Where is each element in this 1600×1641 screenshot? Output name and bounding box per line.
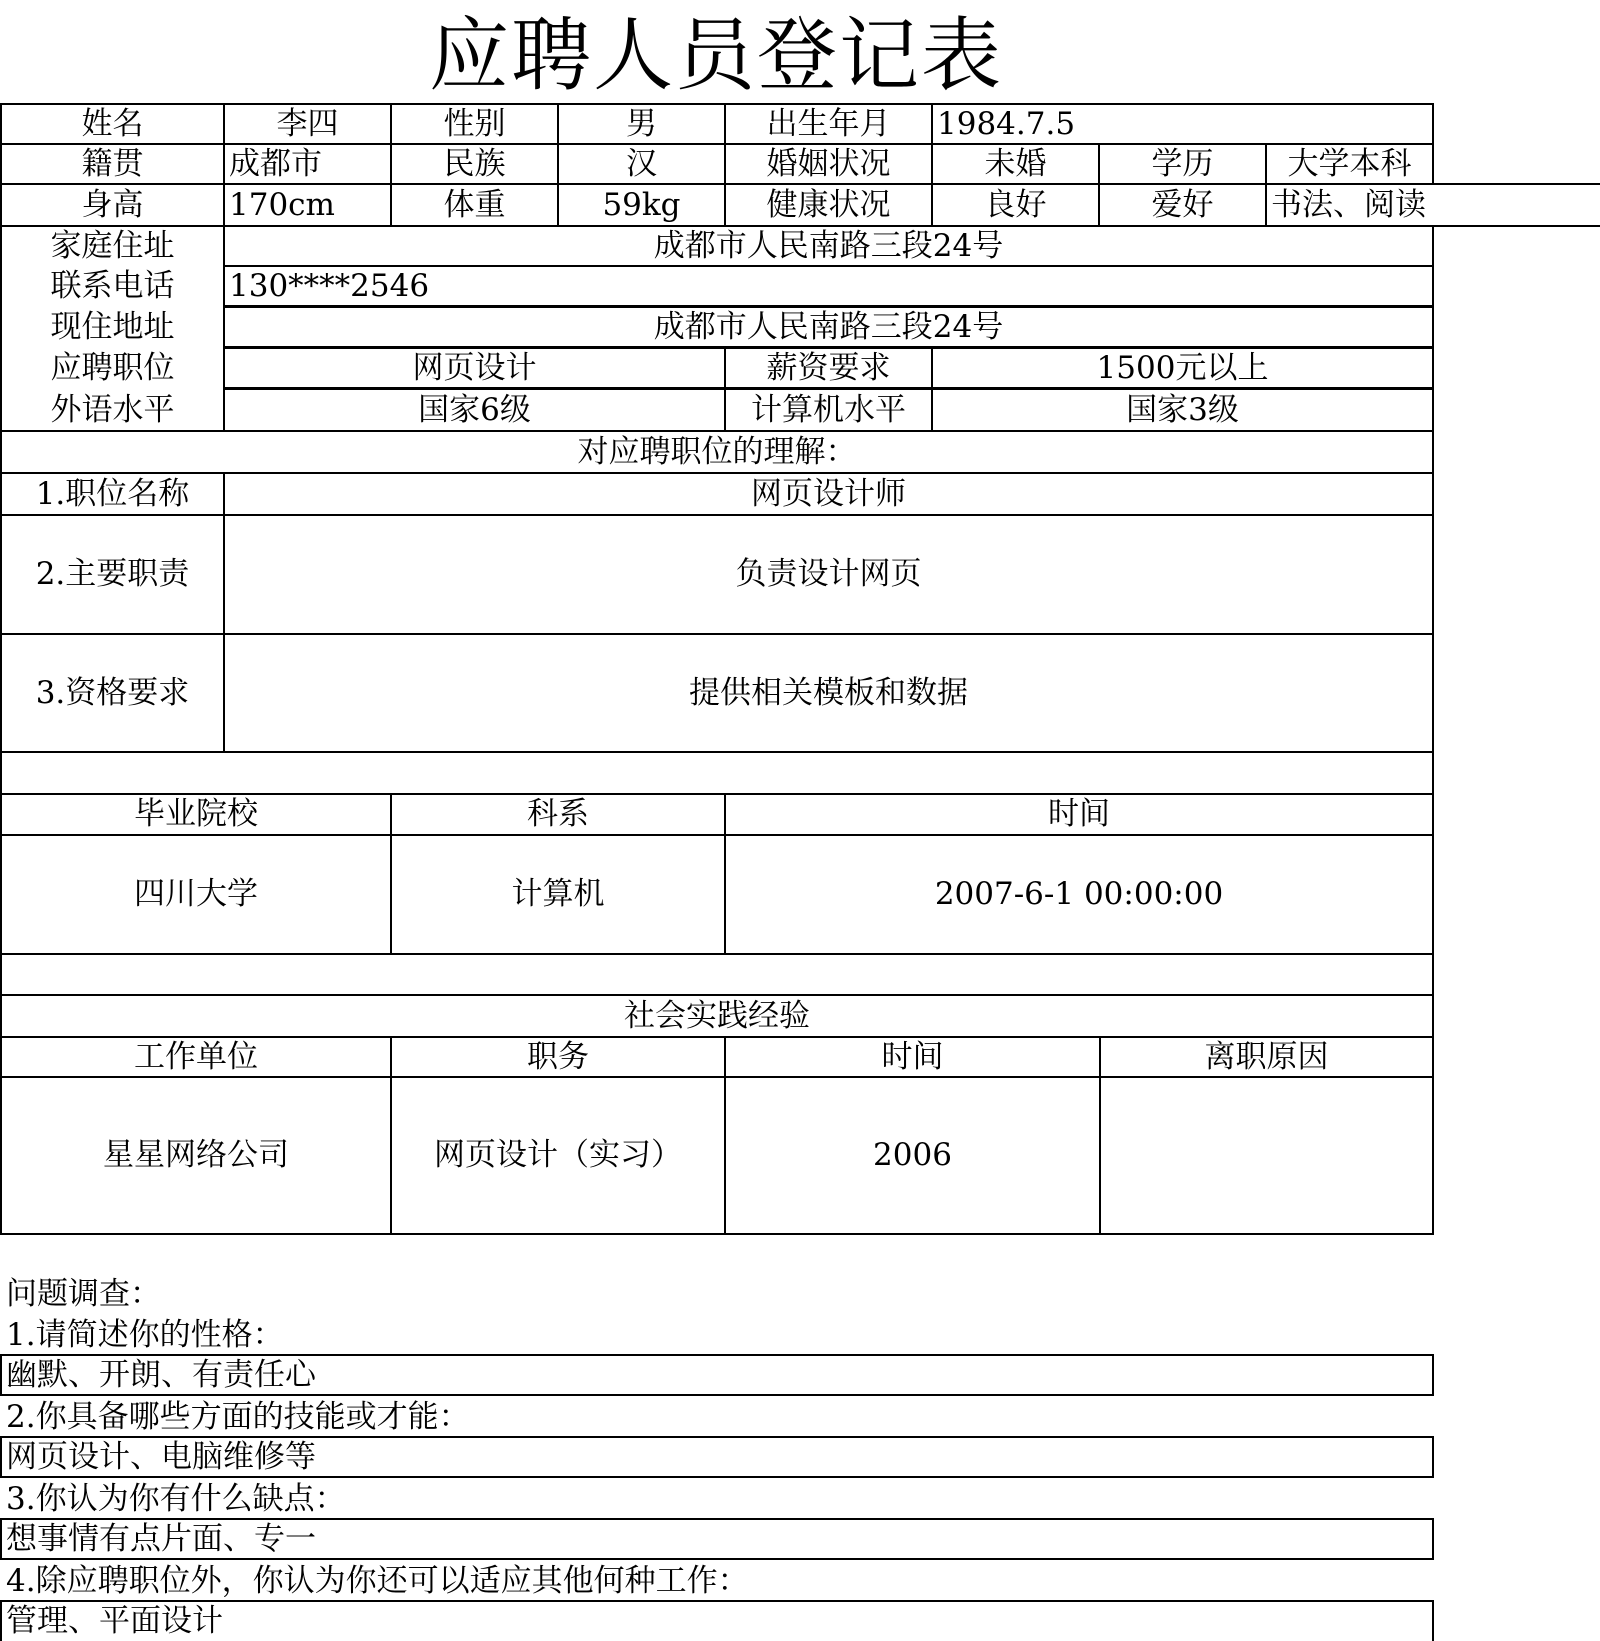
- position-value[interactable]: 网页设计: [223, 347, 726, 389]
- job-name-value[interactable]: 网页设计师: [223, 472, 1434, 516]
- health-value[interactable]: 良好: [931, 183, 1100, 227]
- gender-value[interactable]: 男: [557, 103, 726, 145]
- duty-label: 2.主要职责: [0, 514, 225, 635]
- leave-reason-label: 离职原因: [1099, 1036, 1434, 1078]
- blank-row: [0, 751, 1434, 795]
- requirement-label: 3.资格要求: [0, 633, 225, 753]
- survey-heading: 问题调查：: [6, 1276, 161, 1312]
- school-label: 毕业院校: [0, 793, 392, 836]
- edu-label: 学历: [1098, 143, 1267, 185]
- school-value[interactable]: 四川大学: [0, 834, 392, 955]
- name-label: 姓名: [0, 103, 225, 145]
- answer-2[interactable]: 网页设计、电脑维修等: [0, 1436, 1434, 1478]
- form-title: 应聘人员登记表: [429, 9, 1003, 102]
- phone-value[interactable]: 130****2546: [223, 265, 1434, 307]
- computer-value[interactable]: 国家3级: [931, 388, 1434, 432]
- duty-value[interactable]: 负责设计网页: [223, 514, 1434, 635]
- hobby-label: 爱好: [1098, 183, 1267, 227]
- company-value[interactable]: 星星网络公司: [0, 1076, 392, 1235]
- gender-label: 性别: [390, 103, 559, 145]
- experience-time-value[interactable]: 2006: [724, 1076, 1101, 1235]
- language-value[interactable]: 国家6级: [223, 388, 726, 432]
- requirement-value[interactable]: 提供相关模板和数据: [223, 633, 1434, 753]
- native-label: 籍贯: [0, 143, 225, 185]
- answer-1[interactable]: 幽默、开朗、有责任心: [0, 1354, 1434, 1396]
- salary-label: 薪资要求: [724, 347, 933, 389]
- weight-value[interactable]: 59kg: [557, 183, 726, 227]
- answer-3[interactable]: 想事情有点片面、专一: [0, 1518, 1434, 1560]
- role-value[interactable]: 网页设计（实习）: [390, 1076, 726, 1235]
- ethnic-label: 民族: [390, 143, 559, 185]
- blank-row: [0, 953, 1434, 996]
- job-name-label: 1.职位名称: [0, 472, 225, 516]
- salary-value[interactable]: 1500元以上: [931, 347, 1434, 389]
- department-value[interactable]: 计算机: [390, 834, 726, 955]
- birth-value[interactable]: 1984.7.5: [931, 103, 1434, 145]
- health-label: 健康状况: [724, 183, 933, 227]
- height-value[interactable]: 170cm: [223, 183, 392, 227]
- name-value[interactable]: 李四: [223, 103, 392, 145]
- company-label: 工作单位: [0, 1036, 392, 1078]
- experience-time-label: 时间: [724, 1036, 1101, 1078]
- current-address-label: 现住地址: [50, 308, 175, 345]
- experience-heading: 社会实践经验: [0, 994, 1434, 1038]
- answer-4[interactable]: 管理、平面设计: [0, 1600, 1434, 1641]
- computer-label: 计算机水平: [724, 388, 933, 432]
- education-time-label: 时间: [724, 793, 1434, 836]
- marital-label: 婚姻状况: [724, 143, 933, 185]
- edu-value[interactable]: 大学本科: [1265, 143, 1434, 185]
- role-label: 职务: [390, 1036, 726, 1078]
- education-time-value[interactable]: 2007-6-1 00:00:00: [724, 834, 1434, 955]
- question-1: 1.请简述你的性格：: [6, 1317, 284, 1353]
- language-label: 外语水平: [50, 391, 175, 428]
- phone-label: 联系电话: [50, 267, 175, 304]
- height-label: 身高: [0, 183, 225, 227]
- marital-value[interactable]: 未婚: [931, 143, 1100, 185]
- hobby-value[interactable]: 书法、阅读: [1265, 183, 1600, 227]
- native-value[interactable]: 成都市: [223, 143, 392, 185]
- understanding-heading: 对应聘职位的理解：: [0, 430, 1434, 474]
- question-4: 4.除应聘职位外，你认为你还可以适应其他何种工作：: [6, 1563, 749, 1599]
- question-2: 2.你具备哪些方面的技能或才能：: [6, 1399, 470, 1435]
- department-label: 科系: [390, 793, 726, 836]
- leave-reason-value[interactable]: [1099, 1076, 1434, 1235]
- home-value[interactable]: 成都市人民南路三段24号: [223, 225, 1434, 267]
- weight-label: 体重: [390, 183, 559, 227]
- current-address-value[interactable]: 成都市人民南路三段24号: [223, 306, 1434, 348]
- birth-label: 出生年月: [724, 103, 933, 145]
- position-label: 应聘职位: [50, 349, 175, 386]
- ethnic-value[interactable]: 汉: [557, 143, 726, 185]
- question-3: 3.你认为你有什么缺点：: [6, 1481, 346, 1517]
- home-label: 家庭住址: [50, 227, 175, 264]
